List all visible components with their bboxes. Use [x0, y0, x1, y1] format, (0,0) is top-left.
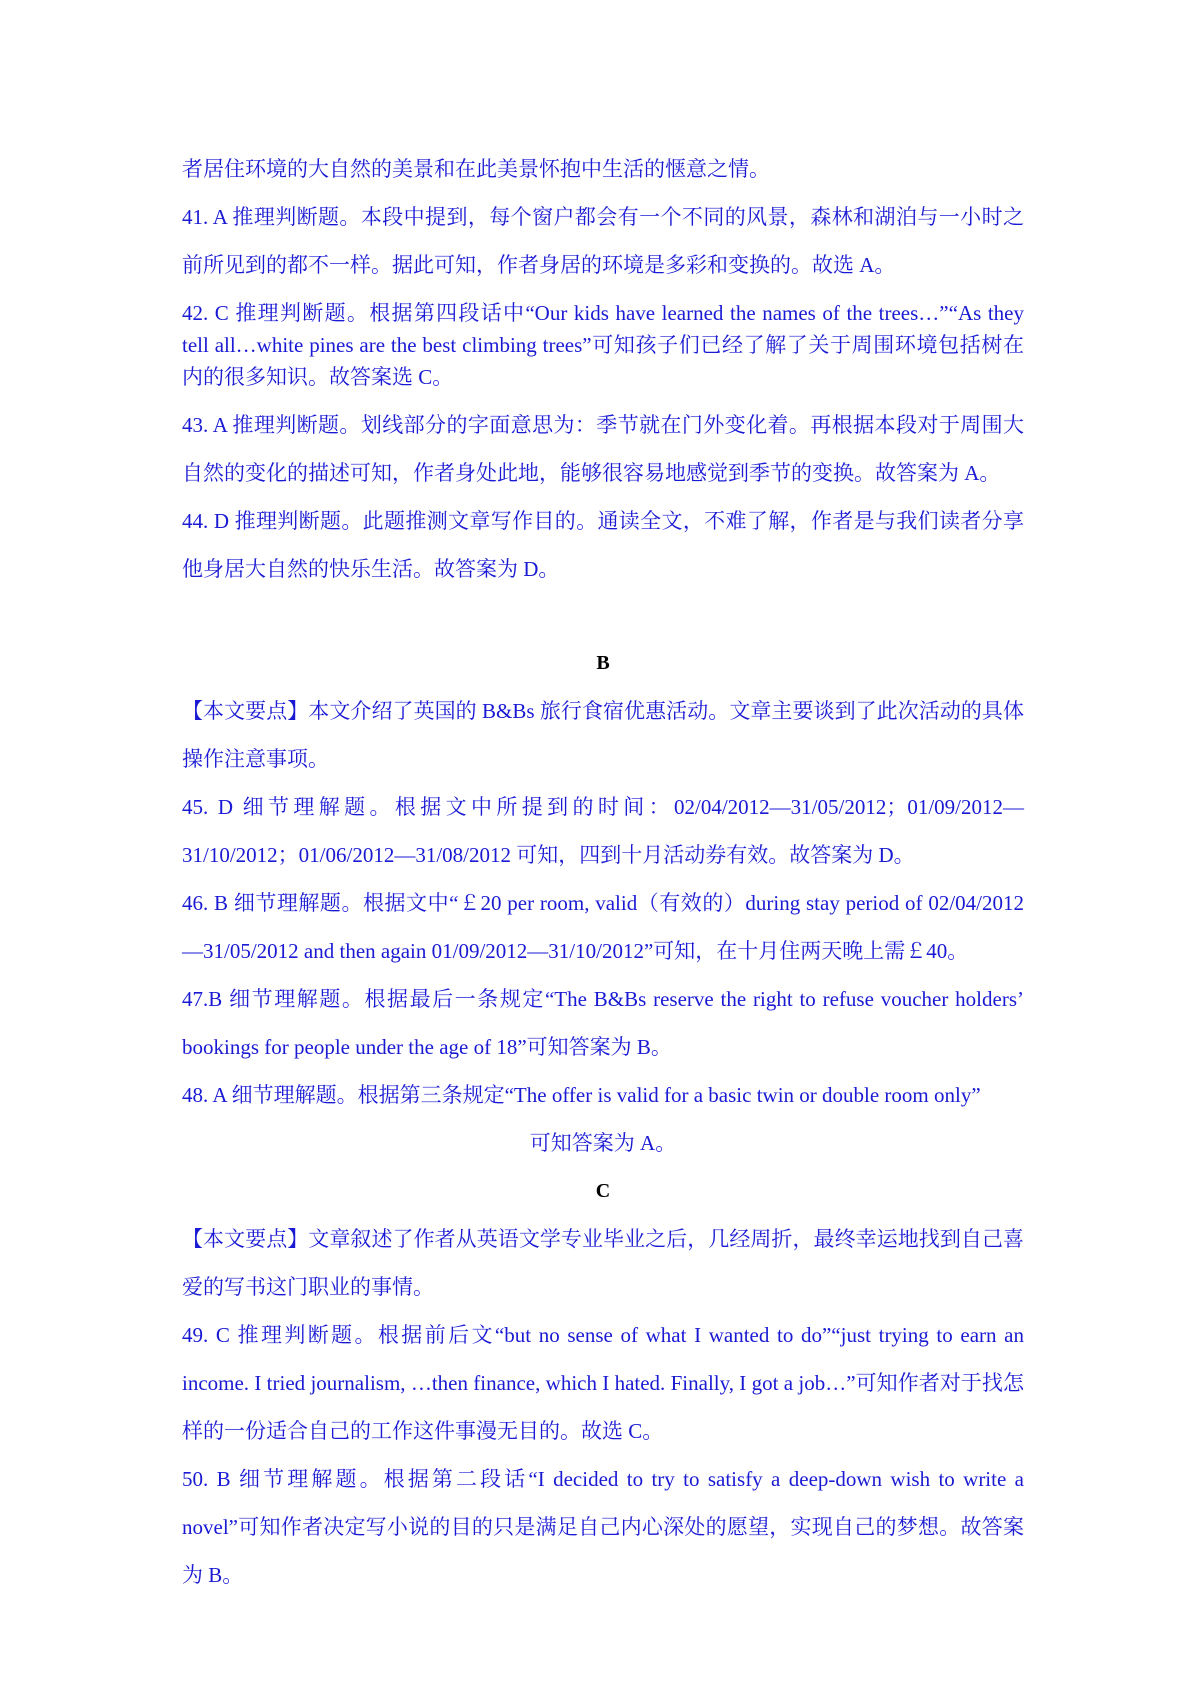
answer-41: 41. A 推理判断题。本段中提到，每个窗户都会有一个不同的风景，森林和湖泊与一小时之前所见到的都不一样。据此可知，作者身居的环境是多彩和变换的。故选 A。: [182, 205, 1024, 277]
document-page: [182, 145, 1024, 1599]
answer-45: 45. D 细节理解题。根据文中所提到的时间：02/04/2012—31/05/2012；01/09/2012—31/10/2012；01/06/2012—31/08/2012 可知，四到十月活动券有效。故答案为 D。: [182, 795, 1024, 867]
answer-49: 49. C 推理判断题。根据前后文“but no sense of what I wanted to do”“just trying to earn an income. I tried journalism, …then finance, which I hated. Finally, I got a job…”可知作者对于找怎样的一份适合自己的工作这件事漫无目的。故选 C。: [182, 1323, 1024, 1443]
answer-46: 46. B 细节理解题。根据文中“￡20 per room, valid（有效的）during stay period of 02/04/2012—31/05/2012 and then again 01/09/2012—31/10/2012”可知，在十月住两天晚上需￡40。: [182, 891, 1024, 963]
section-a-intro-tail: 者居住环境的大自然的美景和在此美景怀抱中生活的惬意之情。: [182, 157, 770, 181]
section-b-heading: B: [596, 652, 610, 674]
answer-42: 42. C 推理判断题。根据第四段话中“Our kids have learned the names of the trees…”“As they tell all…white pines are the best climbing trees”可知孩子们已经了解了关于周围环境包括树在内的很多知识。故答案选 C。: [182, 301, 1024, 389]
section-c-heading: C: [595, 1180, 611, 1202]
section-gap: [182, 593, 1024, 639]
answer-50: 50. B 细节理解题。根据第二段话“I decided to try to satisfy a deep-down wish to write a novel”可知作者决定写小说的目的只是满足自己内心深处的愿望，实现自己的梦想。故答案为 B。: [182, 1467, 1024, 1587]
answer-43: 43. A 推理判断题。划线部分的字面意思为：季节就在门外变化着。再根据本段对于周围大自然的变化的描述可知，作者身处此地，能够很容易地感觉到季节的变换。故答案为 A。: [182, 413, 1024, 485]
answer-48-tail: 可知答案为 A。: [529, 1131, 677, 1155]
answer-48: 48. A 细节理解题。根据第三条规定“The offer is valid for a basic twin or double room only”: [182, 1083, 981, 1107]
answer-47: 47.B 细节理解题。根据最后一条规定“The B&Bs reserve the right to refuse voucher holders’ bookings for people under the age of 18”可知答案为 B。: [182, 987, 1024, 1059]
section-b-summary: 【本文要点】本文介绍了英国的 B&Bs 旅行食宿优惠活动。文章主要谈到了此次活动的具体操作注意事项。: [182, 699, 1024, 771]
section-c-summary: 【本文要点】文章叙述了作者从英语文学专业毕业之后，几经周折，最终幸运地找到自己喜爱的写书这门职业的事情。: [182, 1227, 1024, 1299]
answer-44: 44. D 推理判断题。此题推测文章写作目的。通读全文，不难了解，作者是与我们读者分享他身居大自然的快乐生活。故答案为 D。: [182, 509, 1024, 581]
